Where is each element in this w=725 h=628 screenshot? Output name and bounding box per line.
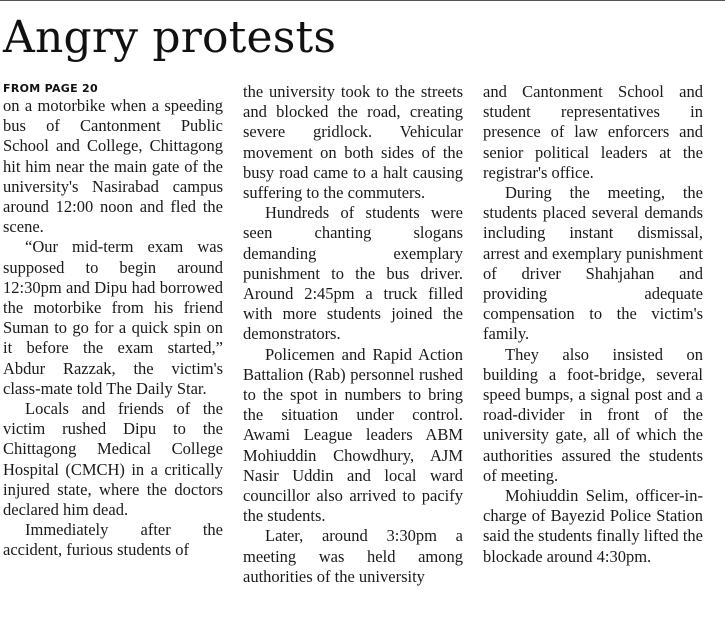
paragraph: Immediately after the accident, furious students of (3, 520, 223, 560)
article-column-1 (3, 82, 223, 561)
paragraph: Hundreds of students were seen chanting slogans demanding exemplary punishment to the bus driver. Around 2:45pm a truck filled with more students joined the demonstrators. (243, 203, 463, 344)
paragraph: During the meeting, the students placed several demands including instant dismissal, arrest and exemplary punishment of driver Shahjahan and providing adequate compensation to the victim's family. (483, 183, 703, 344)
paragraph: Policemen and Rapid Action Battalion (Rab) personnel rushed to the spot in numbers to bring the situation under control. Awami League leaders ABM Mohiuddin Chowdhury, AJM Nasir Uddin and local ward councillor also arrived to pacify the students. (243, 344, 463, 526)
headline: Angry protests (3, 12, 337, 63)
paragraph: on a motorbike when a speeding bus of Cantonment Public School and College, Chittagong hit him near the main gate of the university's Nasirabad campus around 12:00 noon and fled the scene. (3, 96, 223, 237)
paragraph: Later, around 3:30pm a meeting was held among authorities of the university (243, 526, 463, 586)
top-rule (0, 0, 725, 1)
paragraph: the university took to the streets and blocked the road, creating severe gridlock. Vehicular movement on both sides of the busy road came to a halt causing suffering to the commuters. (243, 82, 463, 203)
jump-label: FROM PAGE 20 (3, 82, 98, 95)
paragraph: and Cantonment School and student representatives in presence of law enforcers and senior political leaders at the registrar's office. (483, 82, 703, 182)
article-column-3 (483, 82, 703, 567)
paragraph: Locals and friends of the victim rushed Dipu to the Chittagong Medical College Hospital (CMCH) in a critically injured state, where the doctors declared him dead. (3, 399, 223, 520)
paragraph: Mohiuddin Selim, officer-in-charge of Bayezid Police Station said the students finally lifted the blockade around 4:30pm. (483, 486, 703, 566)
paragraph: “Our mid-term exam was supposed to begin around 12:30pm and Dipu had borrowed the motorbike from his friend Suman to go for a quick spin on it before the exam started,” Abdur Razzak, the victim's class-mate told The Daily Star. (3, 237, 223, 398)
paragraph: They also insisted on building a foot-bridge, several speed bumps, a signal post and a road-divider in front of the university gate, all of which the authorities assured the students of meeting. (483, 344, 703, 485)
article-column-2 (243, 82, 463, 587)
